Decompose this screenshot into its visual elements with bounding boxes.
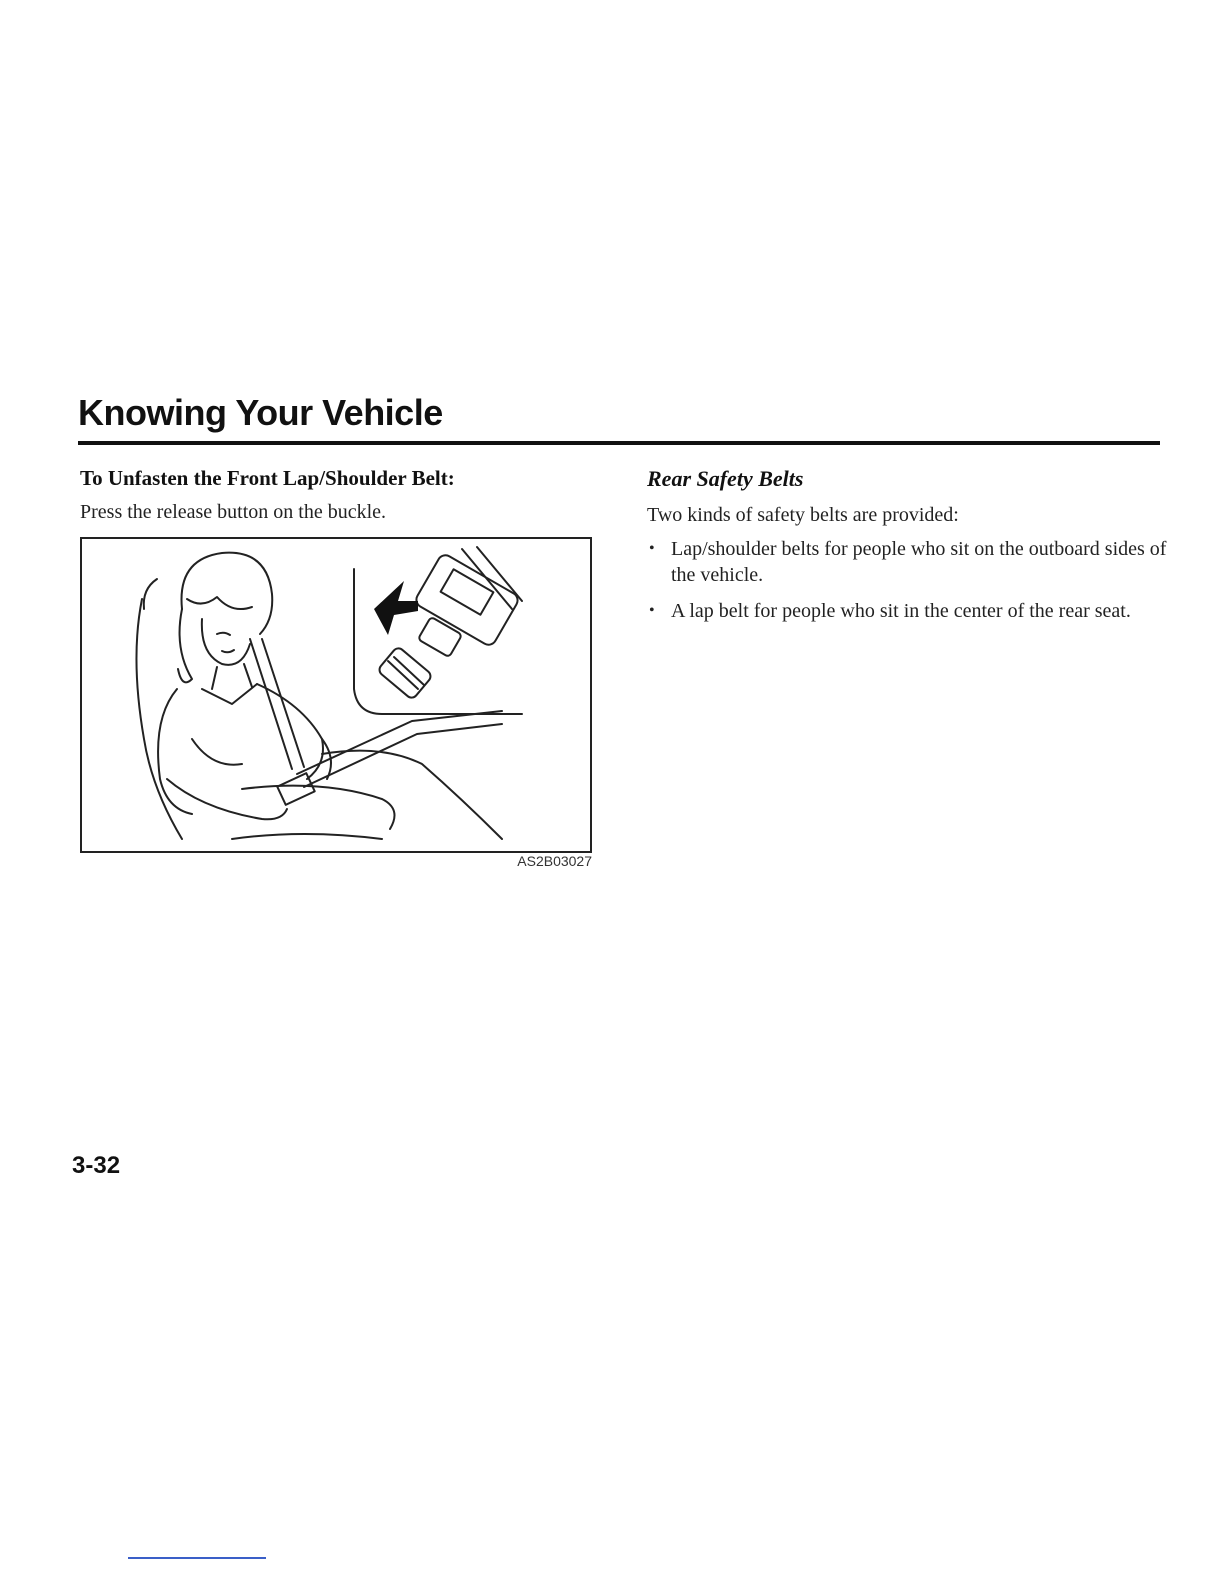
seatbelt-illustration — [80, 537, 592, 853]
rear-belts-intro: Two kinds of safety belts are provided: — [647, 504, 959, 526]
bullet-icon: • — [649, 540, 655, 557]
figure-code: AS2B03027 — [517, 853, 592, 869]
footer-link-underline[interactable] — [128, 1557, 266, 1559]
list-item-text: Lap/shoulder belts for people who sit on the outboard sides of the vehicle. — [671, 538, 1167, 586]
rear-belts-heading: Rear Safety Belts — [647, 466, 804, 491]
rear-belts-list — [647, 536, 1167, 624]
seatbelt-drawing — [82, 539, 590, 851]
list-item — [647, 598, 1167, 624]
bullet-icon: • — [649, 602, 655, 619]
unfasten-heading: To Unfasten the Front Lap/Shoulder Belt: — [80, 466, 455, 490]
list-item — [647, 536, 1167, 588]
section-title: Knowing Your Vehicle — [78, 392, 443, 433]
unfasten-instruction: Press the release button on the buckle. — [80, 501, 387, 523]
title-divider — [78, 441, 1160, 445]
right-column — [647, 466, 1167, 634]
list-item-text: A lap belt for people who sit in the center of the rear seat. — [671, 600, 1131, 622]
left-column — [80, 466, 600, 525]
page-number: 3-32 — [72, 1152, 121, 1179]
